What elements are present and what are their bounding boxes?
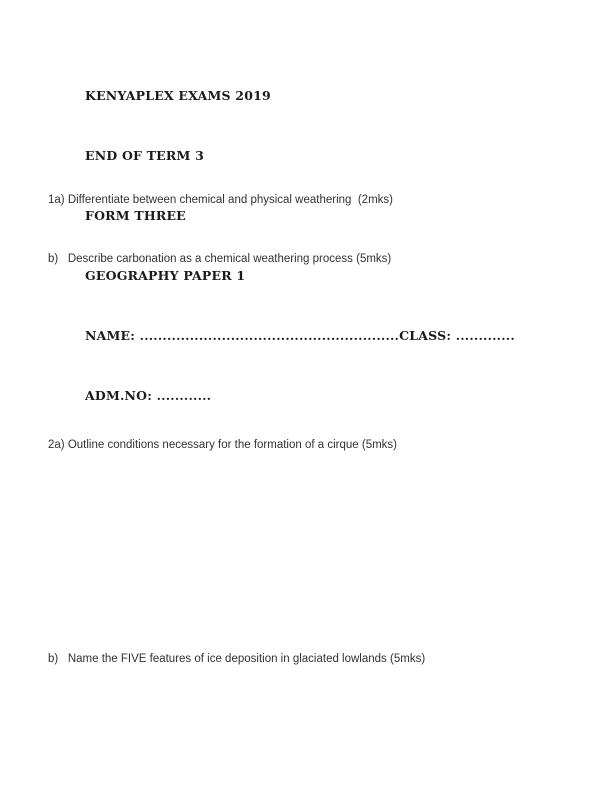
question-1a-text: Differentiate between chemical and physical weathering (64, 194, 352, 206)
question-1b (48, 252, 391, 266)
question-2b-number: b) (48, 653, 59, 665)
name-dotted-blank: ......................................................... (139, 328, 400, 343)
adm-no-dotted-blank: ............ (156, 388, 212, 403)
adm-no-line (85, 386, 515, 406)
question-1b-text: Describe carbonation as a chemical weathering process (58, 253, 353, 265)
question-2a (48, 438, 397, 452)
exam-subject-line: GEOGRAPHY PAPER 1 (85, 268, 246, 283)
question-1b-number: b) (48, 253, 59, 265)
question-2b-text: Name the FIVE features of ice deposition in glaciated lowlands (58, 653, 387, 665)
question-2b-marks: (5mks) (386, 653, 426, 665)
class-label: CLASS: (399, 328, 456, 343)
class-dotted-blank: ............. (455, 328, 515, 343)
name-label: NAME: (85, 328, 140, 343)
question-2a-text: Outline conditions necessary for the formation of a cirque (64, 439, 359, 451)
adm-no-label: ADM.NO: (85, 388, 157, 403)
question-2a-number: 2a) (48, 439, 65, 451)
exam-header (85, 46, 515, 446)
question-2a-marks: (5mks) (358, 439, 398, 451)
question-2b (48, 652, 425, 666)
exam-form-line: FORM THREE (85, 208, 186, 223)
question-1a-number: 1a) (48, 194, 65, 206)
question-1a-marks: (2mks) (351, 194, 393, 206)
name-class-line (85, 326, 515, 346)
exam-title: KENYAPLEX EXAMS 2019 (85, 88, 271, 103)
question-1a (48, 193, 393, 207)
exam-term-line: END OF TERM 3 (85, 148, 204, 163)
question-1b-marks: (5mks) (352, 253, 392, 265)
